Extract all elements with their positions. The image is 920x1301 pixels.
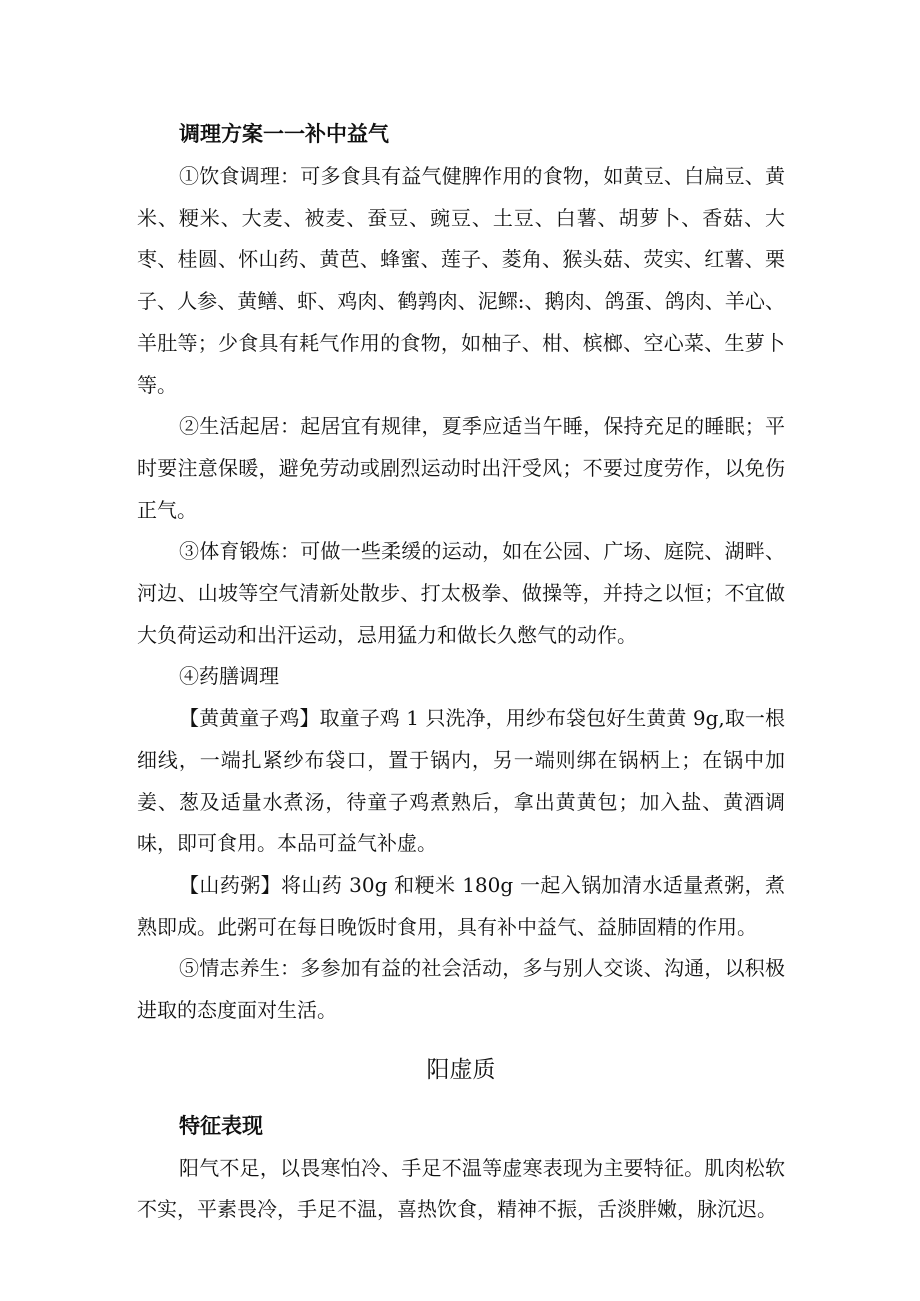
feature-heading: 特征表现 <box>179 1113 263 1138</box>
medicinal-diet-heading: ④药膳调理 <box>179 664 279 689</box>
feature-paragraph: 阳气不足，以畏寒怕冷、手足不温等虚寒表现为主要特征。肌肉松软不实，平素畏冷，手足不温，喜热饮食，精神不振，舌淡胖嫩，脉沉迟。 <box>137 1155 785 1222</box>
recipe-porridge-paragraph: 【山药粥】将山药 30g 和粳米 180g 一起入锅加清水适量煮粥，煮熟即成。此粥可在每日晚饭时食用，具有补中益气、益肺固精的作用。 <box>137 872 785 939</box>
exercise-paragraph: ③体育锻炼：可做一些柔缓的运动，如在公园、广场、庭院、湖畔、河边、山坡等空气清新处散步、打太极拳、做操等，并持之以恒；不宜做大负荷运动和出汗运动，忌用猛力和做长久憋气的动作。 <box>137 539 785 647</box>
section-heading-qi-tonifying: 调理方案一一补中益气 <box>179 122 389 146</box>
document-body <box>137 112 785 1231</box>
yang-deficiency-title: 阳虚质 <box>426 1056 496 1083</box>
diet-paragraph: ①饮食调理：可多食具有益气健脾作用的食物，如黄豆、白扁豆、黄米、粳米、大麦、被麦、蚕豆、豌豆、土豆、白薯、胡萝卜、香菇、大枣、桂圆、怀山药、黄芭、蜂蜜、莲子、菱角、猴头菇、荧实、红薯、栗子、人参、黄鳝、虾、鸡肉、鹤鹑肉、泥鳏:、鹅肉、鸽蛋、鸽肉、羊心、羊肚等；少食具有耗气作用的食物，如柚子、柑、槟榔、空心菜、生萝卜等。 <box>137 164 785 397</box>
recipe-chicken-paragraph: 【黄黄童子鸡】取童子鸡 1 只洗净，用纱布袋包好生黄黄 9g,取一根细线，一端扎紧纱布袋口，置于锅内，另一端则绑在锅柄上；在锅中加姜、葱及适量水煮汤，待童子鸡煮熟后，拿出黄黄包；加入盐、黄酒调味，即可食用。本品可益气补虚。 <box>137 706 785 856</box>
emotion-paragraph: ⑤情志养生：多参加有益的社会活动，多与别人交谈、沟通，以积极进取的态度面对生活。 <box>137 956 785 1023</box>
living-paragraph: ②生活起居：起居宜有规律，夏季应适当午睡，保持充足的睡眠；平时要注意保暖，避免劳动或剧烈运动时出汗受风；不要过度劳作，以免伤正气。 <box>137 414 785 522</box>
